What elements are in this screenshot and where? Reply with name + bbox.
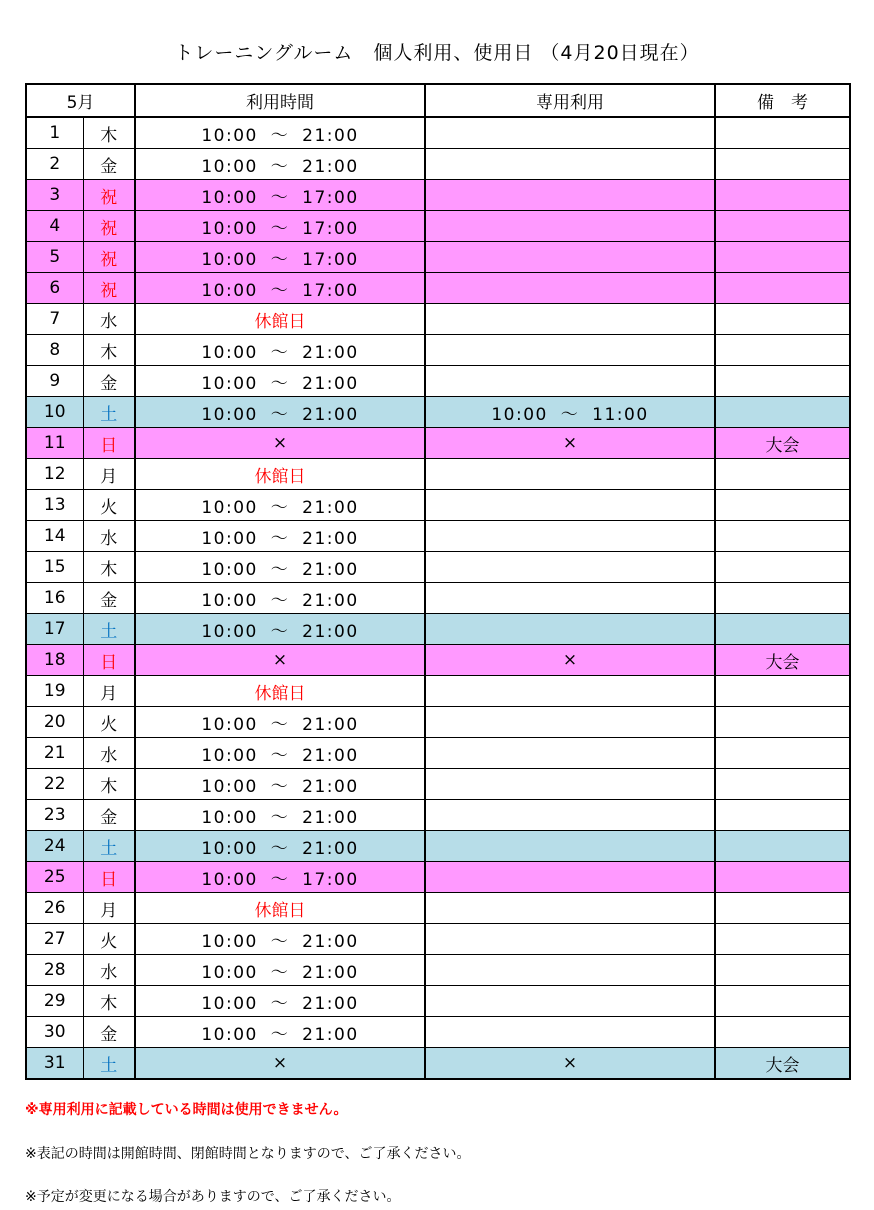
table-row (26, 738, 850, 769)
usage-time-cell: × (135, 1048, 425, 1080)
remarks-cell (715, 800, 850, 831)
schedule-table (25, 83, 851, 1080)
weekday-cell: 祝 (83, 211, 135, 242)
note-opening-hours: ※表記の時間は開館時間、閉館時間となりますので、ご了承ください。 (25, 1146, 471, 1162)
weekday-cell: 金 (83, 800, 135, 831)
remarks-cell (715, 335, 850, 366)
private-use-cell: × (425, 645, 715, 676)
weekday-cell: 日 (83, 645, 135, 676)
private-use-cell (425, 986, 715, 1017)
private-use-cell (425, 552, 715, 583)
private-use-cell (425, 273, 715, 304)
usage-time-cell: 10:00 ～ 17:00 (135, 211, 425, 242)
private-use-cell (425, 955, 715, 986)
table-row (26, 490, 850, 521)
day-cell: 2 (26, 149, 83, 180)
day-cell: 15 (26, 552, 83, 583)
remarks-cell (715, 304, 850, 335)
table-row (26, 614, 850, 645)
private-use-cell (425, 366, 715, 397)
weekday-cell: 金 (83, 583, 135, 614)
private-use-cell (425, 738, 715, 769)
day-cell: 24 (26, 831, 83, 862)
remarks-cell (715, 459, 850, 490)
weekday-cell: 月 (83, 893, 135, 924)
private-use-cell: × (425, 1048, 715, 1080)
weekday-cell: 金 (83, 1017, 135, 1048)
day-cell: 1 (26, 117, 83, 149)
table-row (26, 397, 850, 428)
weekday-cell: 水 (83, 304, 135, 335)
private-use-cell (425, 769, 715, 800)
day-cell: 10 (26, 397, 83, 428)
table-row (26, 893, 850, 924)
usage-time-cell: 休館日 (135, 893, 425, 924)
day-cell: 12 (26, 459, 83, 490)
usage-time-cell: 10:00 ～ 21:00 (135, 769, 425, 800)
usage-time-cell: 10:00 ～ 21:00 (135, 1017, 425, 1048)
table-row (26, 862, 850, 893)
table-row (26, 304, 850, 335)
day-cell: 26 (26, 893, 83, 924)
table-row (26, 521, 850, 552)
table-row (26, 645, 850, 676)
weekday-cell: 木 (83, 117, 135, 149)
header-usage-time: 利用時間 (135, 84, 425, 117)
weekday-cell: 土 (83, 397, 135, 428)
day-cell: 31 (26, 1048, 83, 1080)
day-cell: 5 (26, 242, 83, 273)
day-cell: 27 (26, 924, 83, 955)
remarks-cell (715, 893, 850, 924)
day-cell: 28 (26, 955, 83, 986)
table-row (26, 676, 850, 707)
day-cell: 25 (26, 862, 83, 893)
usage-time-cell: 10:00 ～ 21:00 (135, 335, 425, 366)
private-use-cell: 10:00 ～ 11:00 (425, 397, 715, 428)
private-use-cell (425, 180, 715, 211)
table-row (26, 924, 850, 955)
table-row (26, 1048, 850, 1080)
remarks-cell (715, 614, 850, 645)
remarks-cell (715, 552, 850, 583)
usage-time-cell: 10:00 ～ 21:00 (135, 117, 425, 149)
table-row (26, 583, 850, 614)
usage-time-cell: 10:00 ～ 21:00 (135, 490, 425, 521)
usage-time-cell: × (135, 645, 425, 676)
weekday-cell: 月 (83, 459, 135, 490)
usage-time-cell: × (135, 428, 425, 459)
day-cell: 7 (26, 304, 83, 335)
remarks-cell (715, 707, 850, 738)
usage-time-cell: 10:00 ～ 17:00 (135, 862, 425, 893)
day-cell: 29 (26, 986, 83, 1017)
usage-time-cell: 10:00 ～ 21:00 (135, 738, 425, 769)
remarks-cell (715, 242, 850, 273)
remarks-cell (715, 149, 850, 180)
weekday-cell: 日 (83, 862, 135, 893)
weekday-cell: 祝 (83, 273, 135, 304)
remarks-cell (715, 583, 850, 614)
remarks-cell (715, 1017, 850, 1048)
private-use-cell (425, 707, 715, 738)
weekday-cell: 火 (83, 707, 135, 738)
weekday-cell: 火 (83, 490, 135, 521)
header-row (26, 84, 850, 117)
day-cell: 3 (26, 180, 83, 211)
remarks-cell (715, 769, 850, 800)
day-cell: 23 (26, 800, 83, 831)
private-use-cell (425, 521, 715, 552)
usage-time-cell: 10:00 ～ 21:00 (135, 955, 425, 986)
header-month: 5月 (26, 84, 135, 117)
usage-time-cell: 10:00 ～ 21:00 (135, 924, 425, 955)
table-row (26, 459, 850, 490)
private-use-cell (425, 614, 715, 645)
private-use-cell (425, 459, 715, 490)
usage-time-cell: 10:00 ～ 21:00 (135, 986, 425, 1017)
usage-time-cell: 10:00 ～ 21:00 (135, 552, 425, 583)
weekday-cell: 火 (83, 924, 135, 955)
remarks-cell (715, 738, 850, 769)
weekday-cell: 金 (83, 366, 135, 397)
remarks-cell (715, 397, 850, 428)
usage-time-cell: 10:00 ～ 21:00 (135, 831, 425, 862)
table-row (26, 335, 850, 366)
weekday-cell: 土 (83, 831, 135, 862)
weekday-cell: 土 (83, 1048, 135, 1080)
private-use-cell (425, 583, 715, 614)
day-cell: 16 (26, 583, 83, 614)
page-title: トレーニングルーム 個人利用、使用日 （4月20日現在） (174, 42, 700, 64)
day-cell: 11 (26, 428, 83, 459)
private-use-cell (425, 893, 715, 924)
day-cell: 14 (26, 521, 83, 552)
remarks-cell (715, 180, 850, 211)
weekday-cell: 土 (83, 614, 135, 645)
private-use-cell (425, 211, 715, 242)
private-use-cell (425, 149, 715, 180)
usage-time-cell: 10:00 ～ 17:00 (135, 273, 425, 304)
usage-time-cell: 10:00 ～ 21:00 (135, 149, 425, 180)
table-row (26, 242, 850, 273)
usage-time-cell: 10:00 ～ 17:00 (135, 242, 425, 273)
day-cell: 17 (26, 614, 83, 645)
table-row (26, 117, 850, 149)
day-cell: 30 (26, 1017, 83, 1048)
usage-time-cell: 10:00 ～ 21:00 (135, 521, 425, 552)
table-row (26, 149, 850, 180)
header-private-use: 専用利用 (425, 84, 715, 117)
remarks-cell (715, 955, 850, 986)
private-use-cell: × (425, 428, 715, 459)
private-use-cell (425, 924, 715, 955)
remarks-cell (715, 490, 850, 521)
usage-time-cell: 10:00 ～ 21:00 (135, 800, 425, 831)
remarks-cell (715, 366, 850, 397)
day-cell: 21 (26, 738, 83, 769)
usage-time-cell: 休館日 (135, 459, 425, 490)
usage-time-cell: 休館日 (135, 676, 425, 707)
table-row (26, 428, 850, 459)
table-row (26, 1017, 850, 1048)
schedule-body (26, 117, 850, 1079)
private-use-cell (425, 862, 715, 893)
remarks-cell (715, 521, 850, 552)
remarks-cell (715, 117, 850, 149)
private-use-cell (425, 335, 715, 366)
remarks-cell: 大会 (715, 428, 850, 459)
day-cell: 6 (26, 273, 83, 304)
usage-time-cell: 10:00 ～ 21:00 (135, 583, 425, 614)
remarks-cell (715, 831, 850, 862)
table-row (26, 707, 850, 738)
day-cell: 20 (26, 707, 83, 738)
private-use-cell (425, 1017, 715, 1048)
weekday-cell: 月 (83, 676, 135, 707)
usage-time-cell: 10:00 ～ 21:00 (135, 397, 425, 428)
day-cell: 18 (26, 645, 83, 676)
note-private-use-warning: ※専用利用に記載している時間は使用できません。 (25, 1102, 348, 1118)
private-use-cell (425, 304, 715, 335)
remarks-cell: 大会 (715, 1048, 850, 1080)
private-use-cell (425, 831, 715, 862)
table-row (26, 180, 850, 211)
weekday-cell: 木 (83, 986, 135, 1017)
remarks-cell (715, 924, 850, 955)
weekday-cell: 水 (83, 738, 135, 769)
day-cell: 4 (26, 211, 83, 242)
table-row (26, 769, 850, 800)
usage-time-cell: 10:00 ～ 17:00 (135, 180, 425, 211)
usage-time-cell: 10:00 ～ 21:00 (135, 614, 425, 645)
weekday-cell: 祝 (83, 242, 135, 273)
remarks-cell (715, 273, 850, 304)
private-use-cell (425, 117, 715, 149)
table-row (26, 955, 850, 986)
table-row (26, 273, 850, 304)
day-cell: 19 (26, 676, 83, 707)
day-cell: 9 (26, 366, 83, 397)
weekday-cell: 木 (83, 552, 135, 583)
header-remarks: 備 考 (715, 84, 850, 117)
day-cell: 8 (26, 335, 83, 366)
remarks-cell: 大会 (715, 645, 850, 676)
remarks-cell (715, 862, 850, 893)
remarks-cell (715, 986, 850, 1017)
private-use-cell (425, 676, 715, 707)
day-cell: 13 (26, 490, 83, 521)
weekday-cell: 木 (83, 769, 135, 800)
weekday-cell: 水 (83, 955, 135, 986)
table-row (26, 831, 850, 862)
weekday-cell: 木 (83, 335, 135, 366)
private-use-cell (425, 800, 715, 831)
table-row (26, 211, 850, 242)
private-use-cell (425, 242, 715, 273)
private-use-cell (425, 490, 715, 521)
usage-time-cell: 10:00 ～ 21:00 (135, 707, 425, 738)
weekday-cell: 水 (83, 521, 135, 552)
note-schedule-change: ※予定が変更になる場合がありますので、ご了承ください。 (25, 1189, 401, 1205)
table-row (26, 366, 850, 397)
day-cell: 22 (26, 769, 83, 800)
table-row (26, 800, 850, 831)
remarks-cell (715, 676, 850, 707)
table-row (26, 552, 850, 583)
weekday-cell: 金 (83, 149, 135, 180)
usage-time-cell: 10:00 ～ 21:00 (135, 366, 425, 397)
remarks-cell (715, 211, 850, 242)
table-row (26, 986, 850, 1017)
weekday-cell: 祝 (83, 180, 135, 211)
weekday-cell: 日 (83, 428, 135, 459)
usage-time-cell: 休館日 (135, 304, 425, 335)
